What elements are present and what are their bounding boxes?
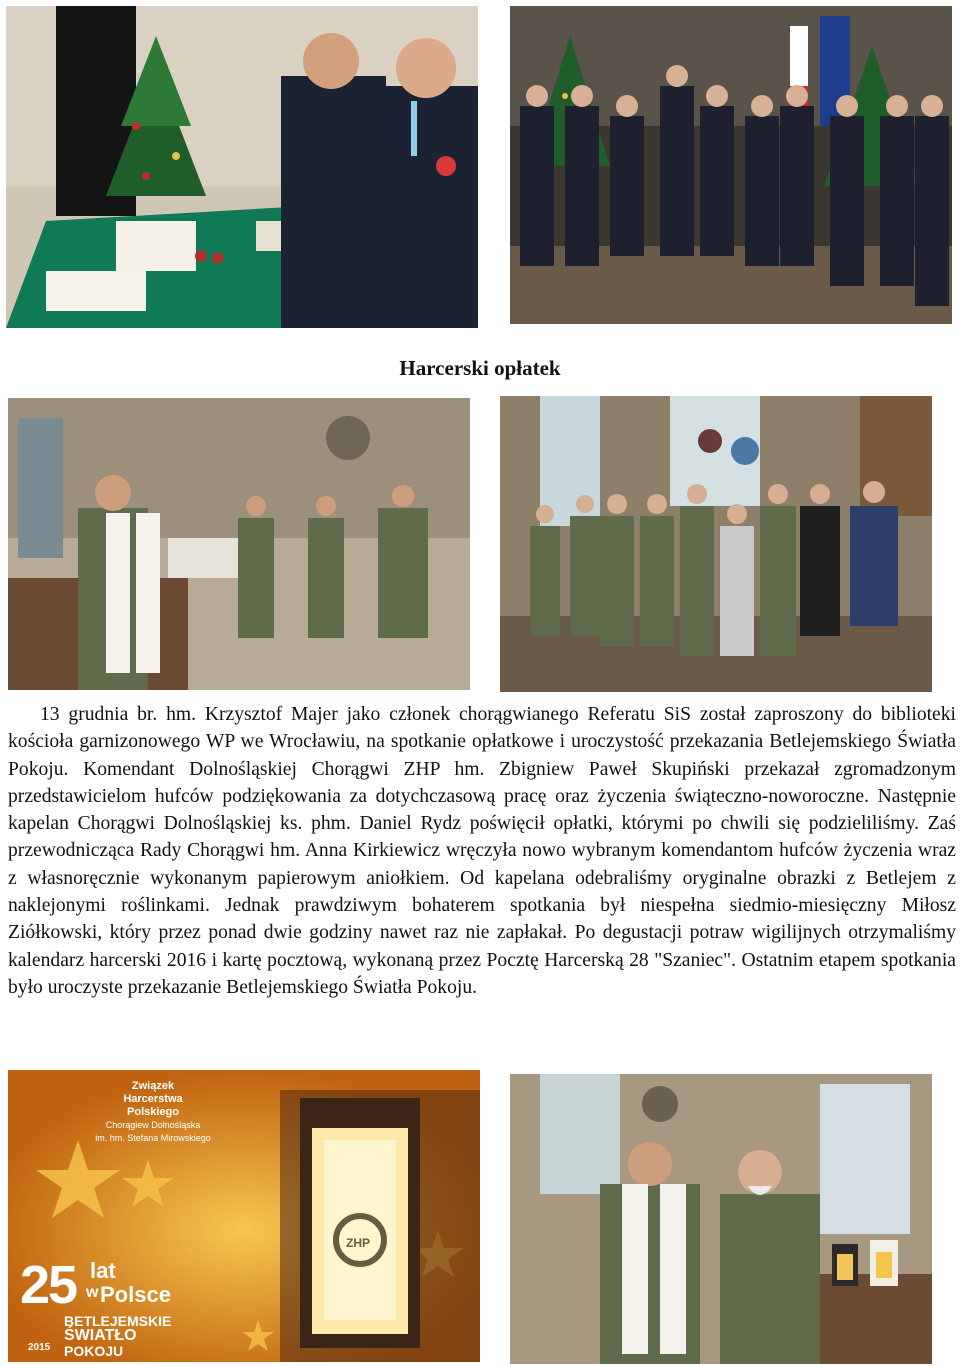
event-line-1: BETLEJEMSKIE (64, 1313, 172, 1329)
photo-scouts-hall-image (500, 396, 932, 692)
event-line-3: POKOJU (64, 1343, 124, 1359)
photo-handshake-lanterns (510, 1074, 932, 1364)
photo-chaplain-blessing (8, 398, 470, 690)
page-title: Harcerski opłatek (399, 356, 561, 380)
org-line-3: Polskiego (127, 1106, 179, 1118)
org-line-2: Harcerstwa (123, 1093, 183, 1105)
photo-group-flags (510, 6, 952, 324)
photo-handshake-lanterns-image (510, 1074, 932, 1364)
anniversary-lat: lat (90, 1258, 116, 1283)
event-line-2: ŚWIATŁO (64, 1327, 137, 1344)
org-line-4: Chorągiew Dolnośląska (105, 1120, 201, 1130)
postcard-year: 2015 (28, 1342, 51, 1353)
anniversary-block (20, 1254, 171, 1316)
photo-ceremony-medals-image (6, 6, 478, 328)
anniversary-w: w (86, 1284, 99, 1301)
photo-ceremony-medals (6, 6, 478, 328)
event-title-block (64, 1314, 171, 1358)
org-line-1: Związek (131, 1080, 175, 1092)
zhp-org-block (68, 1080, 238, 1145)
org-line-5: im. hm. Stefana Mirowskiego (95, 1133, 211, 1143)
lantern-emblem: ZHP (346, 1236, 370, 1250)
photo-scouts-hall (500, 396, 932, 692)
photo-group-flags-image (510, 6, 952, 324)
article-text: 13 grudnia br. hm. Krzysztof Majer jako członek chorągwianego Referatu SiS został zaproszony do biblioteki kościoła garnizonowego WP we Wrocławiu, na spotkanie opłatkowe i uroczystość przekazania Betlejemskiego Światła Pokoju. Komendant Dolnośląskiej Chorągwi ZHP hm. Zbigniew Paweł Skupiński przekazał zgromadzonym przedstawicielom hufców podziękowania za dotychczasową pracę oraz życzenia świąteczno-noworoczne. Następnie kapelan Chorągwi Dolnośląskiej ks. phm. Daniel Rydz poświęcił opłatki, którymi po chwili się podzieliliśmy. Zaś przewodnicząca Rady Chorągwi hm. Anna Kirkiewicz wręczyła nowo wybranym komendantom hufców życzenia wraz z własnoręcznie wykonanym papierowym aniołkiem. Od kapelana odebraliśmy oryginalne obrazki z Betlejem z naklejonymi roślinkami. Jednak prawdziwym bohaterem spotkania był niespełna siedmio-miesięczny Miłosz Ziółkowski, który przez ponad dwie godziny nawet raz nie zapłakał. Po degustacji potraw wigilijnych otrzymaliśmy kalendarz harcerski 2016 i kartę pocztową, wykonaną przez Pocztę Harcerską 28 "Szaniec". Ostatnim etapem spotkania było uroczyste przekazanie Betlejemskiego Światła Pokoju. (8, 704, 956, 998)
anniversary-number: 25 (20, 1255, 77, 1315)
anniversary-polsce: Polsce (100, 1282, 171, 1307)
postcard-betlejemskie-swiatlo (8, 1070, 480, 1362)
photo-chaplain-blessing-image (8, 398, 470, 690)
article-paragraph (8, 701, 956, 1001)
